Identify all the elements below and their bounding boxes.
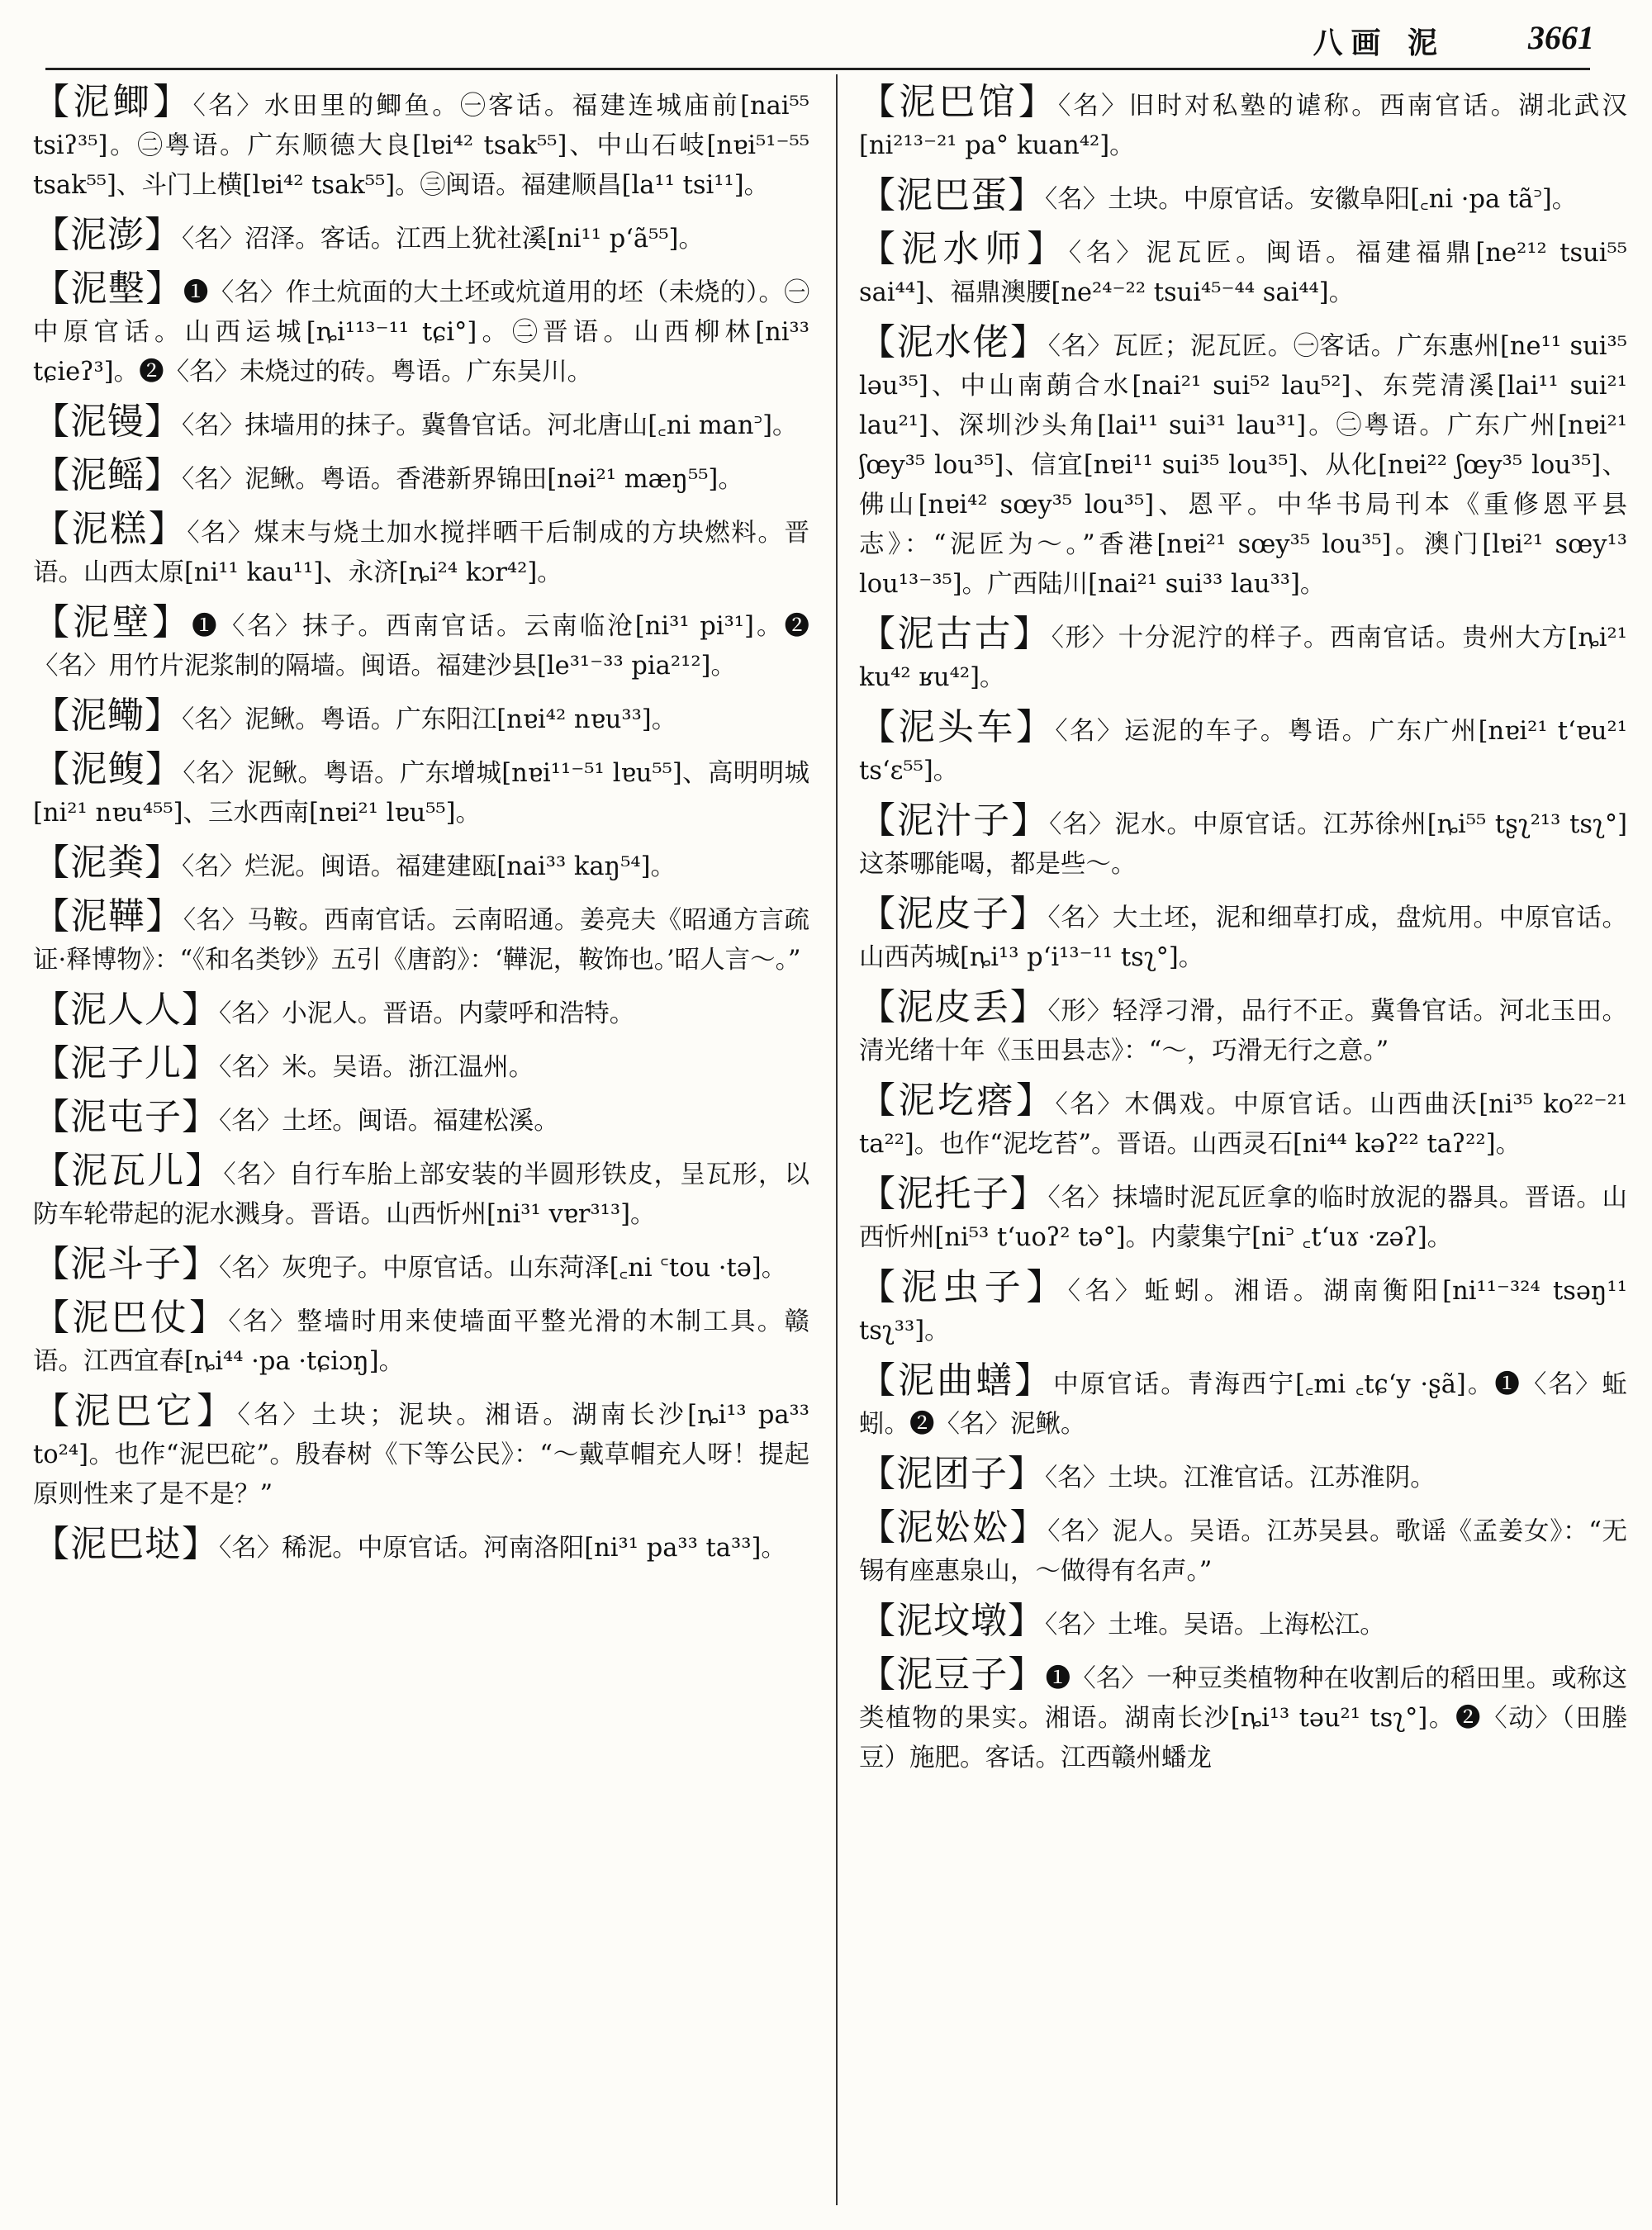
entry-definition: 〈名〉旧时对私塾的谑称。西南官话。湖北武汉[ni²¹³⁻²¹ pa° kuan⁴²]。 (859, 92, 1627, 160)
dictionary-entry (859, 1454, 1627, 1498)
dictionary-entry (859, 230, 1627, 313)
entry-definition: 〈名〉运泥的车子。粤语。广东广州[nɐi²¹ tʻɐu²¹ tsʻɛ⁵⁵]。 (859, 717, 1627, 785)
dictionary-entry (33, 510, 809, 593)
entry-headword: 【泥巴蛋】 (859, 174, 1045, 216)
entry-definition: 〈形〉十分泥泞的样子。西南官话。贵州大方[ȵi²¹ ku⁴² ʁu⁴²]。 (859, 624, 1627, 692)
page-number: 3661 (1528, 19, 1594, 56)
dictionary-entry (33, 1245, 809, 1288)
entry-headword: 【泥斗子】 (33, 1243, 219, 1285)
dictionary-entry (859, 708, 1627, 791)
dictionary-entry (859, 801, 1627, 885)
header-rule (45, 68, 1590, 70)
entry-headword: 【泥糕】 (33, 508, 188, 550)
dictionary-entry (33, 990, 809, 1034)
entry-headword: 【泥鲫】 (33, 83, 193, 123)
dictionary-entry (33, 603, 809, 686)
dictionary-entry (859, 1081, 1627, 1165)
entry-definition: 中原官话。青海西宁[꜀mi ꜀tɕʻy ·ʂã]。❶〈名〉蚯蚓。❷〈名〉泥鳅。 (859, 1370, 1627, 1439)
entry-headword: 【泥人人】 (33, 989, 219, 1031)
entry-definition: 〈名〉烂泥。闽语。福建建瓯[nai³³ kaŋ⁵⁴]。 (182, 852, 676, 881)
entry-definition: 〈名〉土块。江淮官话。江苏淮阴。 (1045, 1464, 1436, 1492)
entry-definition: 〈名〉土坯。闽语。福建松溪。 (219, 1107, 559, 1136)
entry-headword: 【泥妐妐】 (859, 1506, 1048, 1549)
entry-headword: 【泥巴仗】 (33, 1297, 229, 1339)
dictionary-entry (859, 176, 1627, 220)
entry-definition: 〈名〉煤末与烧土加水搅拌晒干后制成的方块燃料。晋语。山西太原[ni¹¹ kau¹¹]、永济[ȵi²⁴ kɔr⁴²]。 (33, 519, 809, 587)
entry-headword: 【泥鞾】 (33, 895, 183, 937)
entry-headword: 【泥水佬】 (859, 321, 1048, 363)
dictionary-entry (33, 456, 809, 500)
entry-definition: 〈名〉水田里的鲫鱼。㊀客话。福建连城庙前[nai⁵⁵ tsiʔ³⁵]。㊁粤语。广东顺德大良[lɐi⁴² tsak⁵⁵]、中山石岐[nɐi⁵¹⁻⁵⁵ tsak⁵⁵]、斗门上横[lɐi⁴² tsak⁵⁵]。㊂闽语。福建顺昌[la¹¹ tsi¹¹]。 (33, 92, 809, 200)
dictionary-entry (33, 1392, 809, 1515)
entry-headword: 【泥子儿】 (33, 1042, 219, 1084)
entry-headword: 【泥屯子】 (33, 1096, 219, 1138)
entry-definition: 〈名〉抹墙用的抹子。冀鲁官话。河北唐山[꜀ni man꜄]。 (182, 411, 798, 440)
dictionary-entry (33, 696, 809, 740)
entry-headword: 【泥澎】 (33, 214, 182, 256)
entry-definition: 〈名〉土块；泥块。湘语。湖南长沙[ȵi¹³ pa³³ to²⁴]。也作“泥巴砣”。殷春树《下等公民》：“～戴草帽充人呀！提起原则性来了是不是？” (33, 1401, 809, 1509)
dictionary-entry (859, 323, 1627, 605)
entry-definition: 〈名〉抹墙时泥瓦匠拿的临时放泥的器具。晋语。山西忻州[ni⁵³ tʻuoʔ² tə°]。内蒙集宁[ni꜄ ꜀tʻuɤ ·zəʔ]。 (859, 1184, 1627, 1252)
entry-headword: 【泥托子】 (859, 1173, 1048, 1215)
entry-headword: 【泥瓦儿】 (33, 1150, 224, 1192)
dictionary-entry (859, 1268, 1627, 1351)
entry-headword: 【泥壁】 (33, 601, 192, 643)
entry-headword: 【泥圪瘩】 (859, 1079, 1056, 1122)
dictionary-entry (33, 843, 809, 887)
entry-headword: 【泥皮丢】 (859, 986, 1048, 1028)
entry-headword: 【泥鳓】 (33, 695, 182, 737)
entry-headword: 【泥墼】 (33, 268, 183, 310)
entry-definition: 〈名〉瓦匠；泥瓦匠。㊀客话。广东惠州[ne¹¹ sui³⁵ ləu³⁵]、中山南蓢合水[nai²¹ sui⁵² lau⁵²]、东莞清溪[lai¹¹ sui²¹ lau²¹]、深圳沙头角[lai¹¹ sui³¹ lau³¹]。㊁粤语。广东广州[nɐi²¹ ʃœy³⁵ lou³⁵]、信宜[nɐi¹¹ sui³⁵ lou³⁵]、从化[nɐi²² ʃœy³⁵ lou³⁵]、佛山[nɐi⁴² sœy³⁵ lou³⁵]、恩平。中华书局刊本《重修恩平县志》：“泥匠为～。”香港[nɐi²¹ sœy³⁵ lou³⁵]。澳门[lɐi²¹ sœy¹³ lou¹³⁻³⁵]。广西陆川[nai²¹ sui³³ lau³³]。 (859, 332, 1627, 599)
entry-definition: 〈名〉泥鳅。粤语。广东增城[nɐi¹¹⁻⁵¹ lɐu⁵⁵]、高明明城[ni²¹ nɐu⁴⁵⁵]、三水西南[nɐi²¹ lɐu⁵⁵]。 (33, 759, 809, 828)
entry-headword: 【泥粪】 (33, 842, 182, 884)
entry-headword: 【泥皮子】 (859, 893, 1048, 935)
dictionary-entry (859, 894, 1627, 978)
dictionary-entry (859, 1174, 1627, 1258)
page-header (0, 0, 1652, 74)
dictionary-entry (33, 750, 809, 833)
dictionary-entry (33, 1044, 809, 1088)
dictionary-entry (33, 1298, 809, 1382)
entry-definition: 〈名〉木偶戏。中原官话。山西曲沃[ni³⁵ ko²²⁻²¹ ta²²]。也作“泥圪苔”。晋语。山西灵石[ni⁴⁴ kəʔ²² taʔ²²]。 (859, 1090, 1627, 1159)
entry-headword: 【泥团子】 (859, 1453, 1045, 1495)
dictionary-entry (859, 1508, 1627, 1592)
entry-headword: 【泥曲蟮】 (859, 1359, 1054, 1402)
entry-definition: 〈名〉泥鳅。粤语。香港新界锦田[nəi²¹ mæŋ⁵⁵]。 (182, 465, 743, 494)
entry-headword: 【泥古古】 (859, 613, 1051, 655)
entry-definition: 〈名〉蚯蚓。湘语。湖南衡阳[ni¹¹⁻³²⁴ tsəŋ¹¹ tsʅ³³]。 (859, 1277, 1627, 1345)
entry-definition: ❶〈名〉作土炕面的大土坯或炕道用的坯（未烧的）。㊀中原官话。山西运城[ȵi¹¹³⁻¹¹ tɕi°]。㊁晋语。山西柳林[ni³³ tɕieʔ³]。❷〈名〉未烧过的砖。粤语。广东吴川。 (33, 278, 809, 387)
entry-definition: 〈名〉灰兜子。中原官话。山东菏泽[꜀ni ꜂tou ·tə]。 (219, 1254, 787, 1283)
dictionary-entry (859, 988, 1627, 1071)
entry-headword: 【泥巴垯】 (33, 1523, 219, 1565)
left-column (33, 83, 809, 2205)
dictionary-entry (859, 1601, 1627, 1645)
entry-headword: 【泥汁子】 (859, 799, 1050, 842)
entry-definition: 〈名〉整墙时用来使墙面平整光滑的木制工具。赣语。江西宜春[ȵi⁴⁴ ·pa ·tɕiɔŋ]。 (33, 1307, 809, 1376)
dictionary-entry (859, 1361, 1627, 1445)
dictionary-entry (33, 897, 809, 980)
entry-headword: 【泥镘】 (33, 401, 182, 443)
entry-definition: ❶〈名〉抹子。西南官话。云南临沧[ni³¹ pi³¹]。❷〈名〉用竹片泥浆制的隔墙。闽语。福建沙县[le³¹⁻³³ pia²¹²]。 (33, 612, 809, 681)
dictionary-entry (33, 83, 809, 206)
dictionary-entry (859, 1655, 1627, 1778)
dictionary-entry (33, 1098, 809, 1141)
right-column (859, 83, 1627, 2205)
dictionary-entry (33, 269, 809, 392)
entry-headword: 【泥水师】 (859, 228, 1069, 270)
entry-definition: 〈名〉自行车胎上部安装的半圆形铁皮，呈瓦形，以防车轮带起的泥水溅身。晋语。山西忻州[ni³¹ vɐr³¹³]。 (33, 1160, 809, 1229)
entry-definition: ❶〈名〉一种豆类植物种在收割后的稻田里。或称这类植物的果实。湘语。湖南长沙[ȵi¹³ təu²¹ tsʅ°]。❷〈动〉（田塍豆）施肥。客话。江西赣州蟠龙 (859, 1664, 1627, 1772)
entry-headword: 【泥虫子】 (859, 1266, 1068, 1308)
dictionary-entry (33, 1525, 809, 1568)
dictionary-entry (33, 1151, 809, 1235)
column-divider (836, 74, 838, 2205)
entry-definition: 〈名〉泥鳅。粤语。广东阳江[nɐi⁴² nɐu³³]。 (182, 705, 677, 734)
entry-definition: 〈名〉沼泽。客话。江西上犹社溪[ni¹¹ pʻã⁵⁵]。 (182, 225, 704, 254)
section-heading: 八画 泥 (1313, 26, 1446, 60)
dictionary-entry (33, 402, 809, 446)
dictionary-entry (859, 83, 1627, 166)
entry-definition: 〈名〉土堆。吴语。上海松江。 (1045, 1611, 1385, 1639)
entry-definition: 〈名〉米。吴语。浙江温州。 (219, 1053, 534, 1082)
dictionary-entry (859, 614, 1627, 698)
entry-definition: 〈名〉稀泥。中原官话。河南洛阳[ni³¹ pa³³ ta³³]。 (219, 1534, 786, 1563)
entry-definition: 〈名〉大土坯，泥和细草打成，盘炕用。中原官话。山西芮城[ȵi¹³ pʻi¹³⁻¹¹ tsʅ°]。 (859, 904, 1627, 972)
entry-definition: 〈名〉土块。中原官话。安徽阜阳[꜀ni ·pa tã꜄]。 (1045, 185, 1578, 214)
entry-headword: 【泥鳆】 (33, 748, 183, 790)
dictionary-entry (33, 216, 809, 259)
entry-definition: 〈名〉马鞍。西南官话。云南昭通。姜亮夫《昭通方言疏证·释博物》：“《和名类钞》五引《唐韵》：‘鞾泥，鞍饰也。’昭人言～。” (33, 906, 809, 975)
entry-headword: 【泥巴馆】 (859, 83, 1058, 123)
entry-headword: 【泥头车】 (859, 706, 1056, 748)
entry-headword: 【泥鳐】 (33, 454, 182, 496)
entry-definition: 〈名〉泥水。中原官话。江苏徐州[ȵi⁵⁵ tʂʅ²¹³ tsʅ°]这茶哪能喝，都是些～。 (859, 810, 1627, 879)
entry-definition: 〈名〉泥瓦匠。闽语。福建福鼎[ne²¹² tsui⁵⁵ sai⁴⁴]、福鼎澳腰[ne²⁴⁻²² tsui⁴⁵⁻⁴⁴ sai⁴⁴]。 (859, 239, 1627, 307)
entry-headword: 【泥豆子】 (859, 1654, 1046, 1696)
entry-definition: 〈名〉小泥人。晋语。内蒙呼和浩特。 (219, 999, 635, 1028)
entry-definition: 〈形〉轻浮刁滑，品行不正。冀鲁官话。河北玉田。清光绪十年《玉田县志》：“～，巧滑无行之意。” (859, 997, 1627, 1065)
entry-headword: 【泥坟墩】 (859, 1600, 1045, 1642)
entry-definition: 〈名〉泥人。吴语。江苏吴县。歌谣《孟姜女》：“无锡有座惠泉山，～做得有名声。” (859, 1517, 1627, 1586)
entry-headword: 【泥巴它】 (33, 1390, 238, 1432)
